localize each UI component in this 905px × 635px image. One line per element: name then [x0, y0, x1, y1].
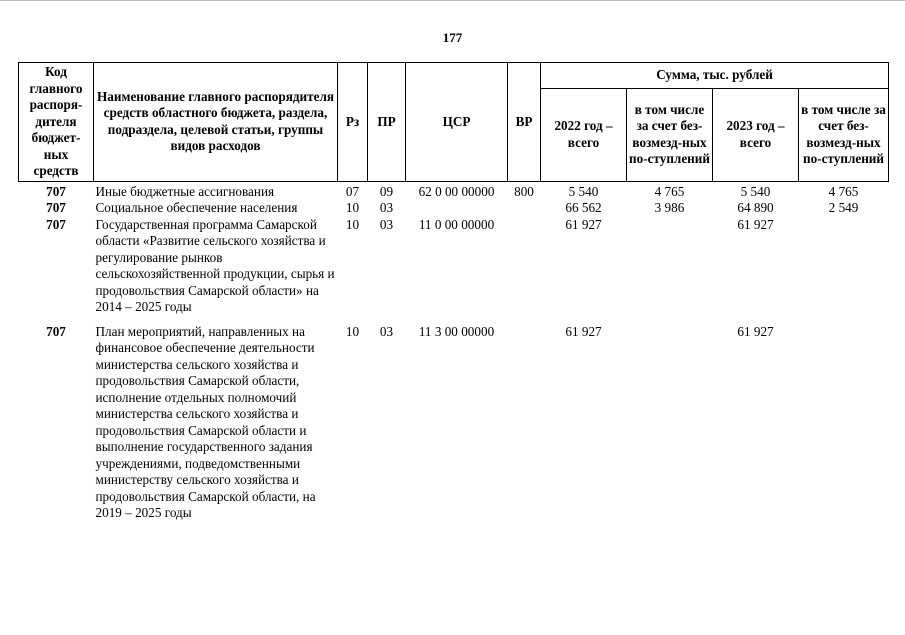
cell-2023-free: 2 549 [828, 200, 859, 215]
table-header [19, 63, 889, 182]
cell-2022-free: 3 986 [654, 200, 685, 215]
table-body [19, 181, 889, 522]
cell-csr [406, 200, 508, 217]
cell-pr: 03 [379, 200, 394, 215]
cell-2023-total: 5 540 [740, 183, 771, 199]
header-2023-total: 2023 год – всего [713, 89, 799, 181]
cell-rz: 07 [345, 183, 360, 199]
cell-2022-free [627, 324, 713, 522]
cell-2023-total: 61 927 [737, 216, 774, 232]
cell-csr: 11 3 00 00000 [418, 323, 495, 339]
cell-2022-total: 5 540 [568, 183, 599, 199]
cell-code: 707 [46, 323, 66, 339]
cell-pr: 09 [379, 183, 394, 199]
cell-name: Иные бюджетные ассигнования [95, 183, 275, 199]
header-csr: ЦСР [406, 63, 508, 182]
table-row [19, 217, 889, 316]
cell-name: Государственная программа Самарской области «Развитие сельского хозяйства и регулирование рынков сельскохозяйственной продукции, сырья и продовольствия Самарской области» на 2014 – 2025 годы [95, 216, 335, 314]
cell-vr [508, 217, 541, 316]
budget-table [18, 62, 889, 522]
cell-2023-total: 61 927 [737, 323, 774, 339]
cell-vr [508, 200, 541, 217]
cell-name: План мероприятий, направленных на финансовое обеспечение деятельности министерства сельского хозяйства и продовольствия Самарской области, исполнение отдельных полномочий министерства сельского хозяйства и продовольствия Самарской области и выполнение государственного задания учреждениями, подведомственными министерству сельского хозяйства и продовольствия Самарской области, на 2019 – 2025 годы [95, 323, 316, 520]
cell-pr: 03 [379, 323, 394, 339]
header-rz: Рз [338, 63, 368, 182]
page-top-rule [0, 0, 905, 1]
cell-2022-total: 66 562 [565, 200, 602, 215]
cell-2023-free [799, 324, 889, 522]
page-number: 177 [442, 30, 463, 45]
cell-2022-total: 61 927 [565, 216, 602, 232]
cell-vr [508, 324, 541, 522]
cell-vr: 800 [514, 183, 534, 199]
cell-code: 707 [46, 183, 66, 199]
cell-rz: 10 [345, 216, 360, 232]
header-pr: ПР [368, 63, 406, 182]
cell-code: 707 [46, 200, 66, 215]
table-row [19, 181, 889, 200]
cell-2022-total: 61 927 [565, 323, 602, 339]
header-sum-group: Сумма, тыс. рублей [541, 63, 889, 89]
cell-pr: 03 [379, 216, 394, 232]
cell-name: Социальное обеспечение населения [95, 200, 298, 215]
header-code: Код главного распоря-дителя бюджет-ных средств [19, 63, 94, 182]
cell-code: 707 [46, 216, 66, 232]
cell-rz: 10 [345, 323, 360, 339]
row-spacer [19, 316, 889, 324]
cell-2022-free: 4 765 [654, 183, 685, 199]
cell-2023-free: 4 765 [828, 183, 859, 199]
table-row [19, 200, 889, 217]
header-2022-total: 2022 год – всего [541, 89, 627, 181]
cell-2023-free [799, 217, 889, 316]
cell-2023-total: 64 890 [737, 200, 774, 215]
cell-rz: 10 [345, 200, 360, 215]
cell-csr: 62 0 00 00000 [418, 183, 495, 199]
header-2022-free: в том числе за счет без-возмезд-ных по-ступлений [627, 89, 713, 181]
header-2023-free: в том числе за счет без-возмезд-ных по-ступлений [799, 89, 889, 181]
cell-2022-free [627, 217, 713, 316]
header-name: Наименование главного распорядителя средств областного бюджета, раздела, подраздела, целевой статьи, группы видов расходов [94, 63, 338, 182]
header-vr: ВР [508, 63, 541, 182]
table-row [19, 324, 889, 522]
cell-csr: 11 0 00 00000 [418, 216, 495, 232]
